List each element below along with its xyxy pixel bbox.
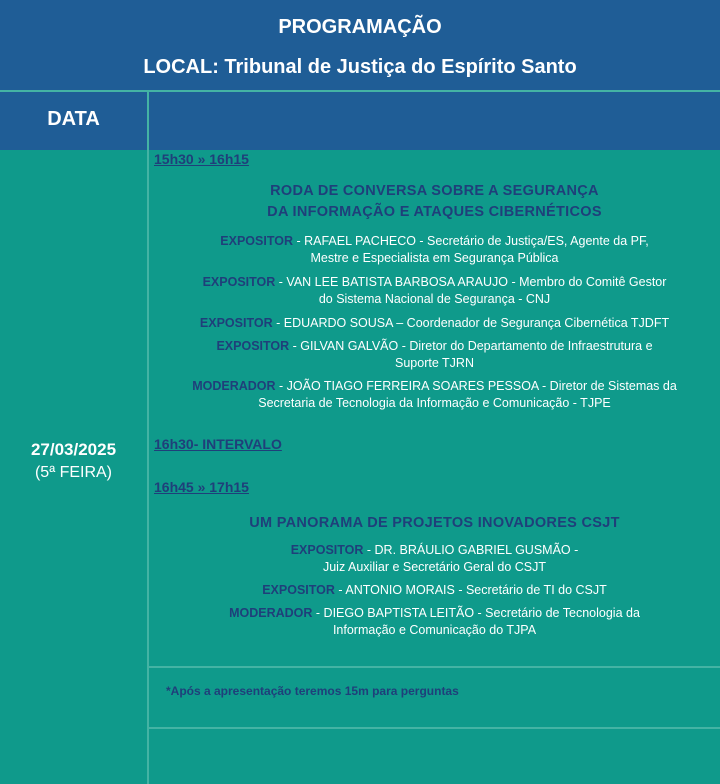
session2-time: 16h45 » 17h15 [154,479,249,495]
participant-role: EXPOSITOR [199,316,273,330]
session1-participant [149,274,720,308]
session1-participant [149,338,720,372]
row-divider [149,727,720,729]
participant-role: MODERADOR [229,606,313,620]
session1-time: 15h30 » 16h15 [154,151,249,167]
participant-line1: - JOÃO TIAGO FERREIRA SOARES PESSOA - Diretor de Sistemas da [275,379,677,393]
participant-role: EXPOSITOR [216,339,290,353]
questions-note: *Após a apresentação teremos 15m para perguntas [166,684,459,698]
session1-title-line1: RODA DE CONVERSA SOBRE A SEGURANÇA [270,183,599,199]
participant-role: MODERADOR [192,379,276,393]
event-weekday: (5ª FEIRA) [34,464,113,481]
interval-time: 16h30- INTERVALO [154,436,282,452]
participant-line2: Juiz Auxiliar e Secretário Geral do CSJT [322,560,546,574]
session2-participant [149,582,720,599]
participant-line1: - GILVAN GALVÃO - Diretor do Departamento de Infraestrutura e [289,339,653,353]
participant-line1: - DR. BRÁULIO GABRIEL GUSMÃO - [363,543,579,557]
participant-line1: - VAN LEE BATISTA BARBOSA ARAUJO - Membro do Comitê Gestor [275,275,667,289]
participant-line2: do Sistema Nacional de Segurança - CNJ [318,292,551,306]
event-date: 27/03/2025 [30,440,117,459]
table-header-row [0,90,720,150]
date-cell [0,150,149,784]
session1-participant [149,378,720,412]
session1-participant [149,233,720,267]
participant-role: EXPOSITOR [202,275,276,289]
participant-line2: Suporte TJRN [395,356,474,370]
participant-line1: - ANTONIO MORAIS - Secretário de TI do CSJT [334,583,607,597]
participant-line2: Informação e Comunicação do TJPA [332,623,537,637]
participant-line1: - EDUARDO SOUSA – Coordenador de Segurança Cibernética TJDFT [272,316,670,330]
location-title: LOCAL: Tribunal de Justiça do Espírito Santo [143,56,577,78]
session1-title-line2: DA INFORMAÇÃO E ATAQUES CIBERNÉTICOS [267,204,602,220]
participant-line1: - RAFAEL PACHECO - Secretário de Justiça/ES, Agente da PF, [293,234,649,248]
session2-title: UM PANORAMA DE PROJETOS INOVADORES CSJT [249,515,620,531]
participant-line1: - DIEGO BAPTISTA LEITÃO - Secretário de Tecnologia da [312,606,640,620]
participant-role: EXPOSITOR [290,543,364,557]
participant-role: EXPOSITOR [220,234,293,248]
date-column-header: DATA [0,92,149,150]
session1-participant [149,315,720,332]
header-banner [0,0,720,90]
participant-line2: Secretaria de Tecnologia da Informação e Comunicação - TJPE [258,396,611,410]
session2-participant [149,542,720,576]
participant-role: EXPOSITOR [262,583,335,597]
session2-participant [149,605,720,639]
participant-line2: Mestre e Especialista em Segurança Pública [310,251,559,265]
row-divider [149,666,720,668]
page-title: PROGRAMAÇÃO [278,16,442,38]
